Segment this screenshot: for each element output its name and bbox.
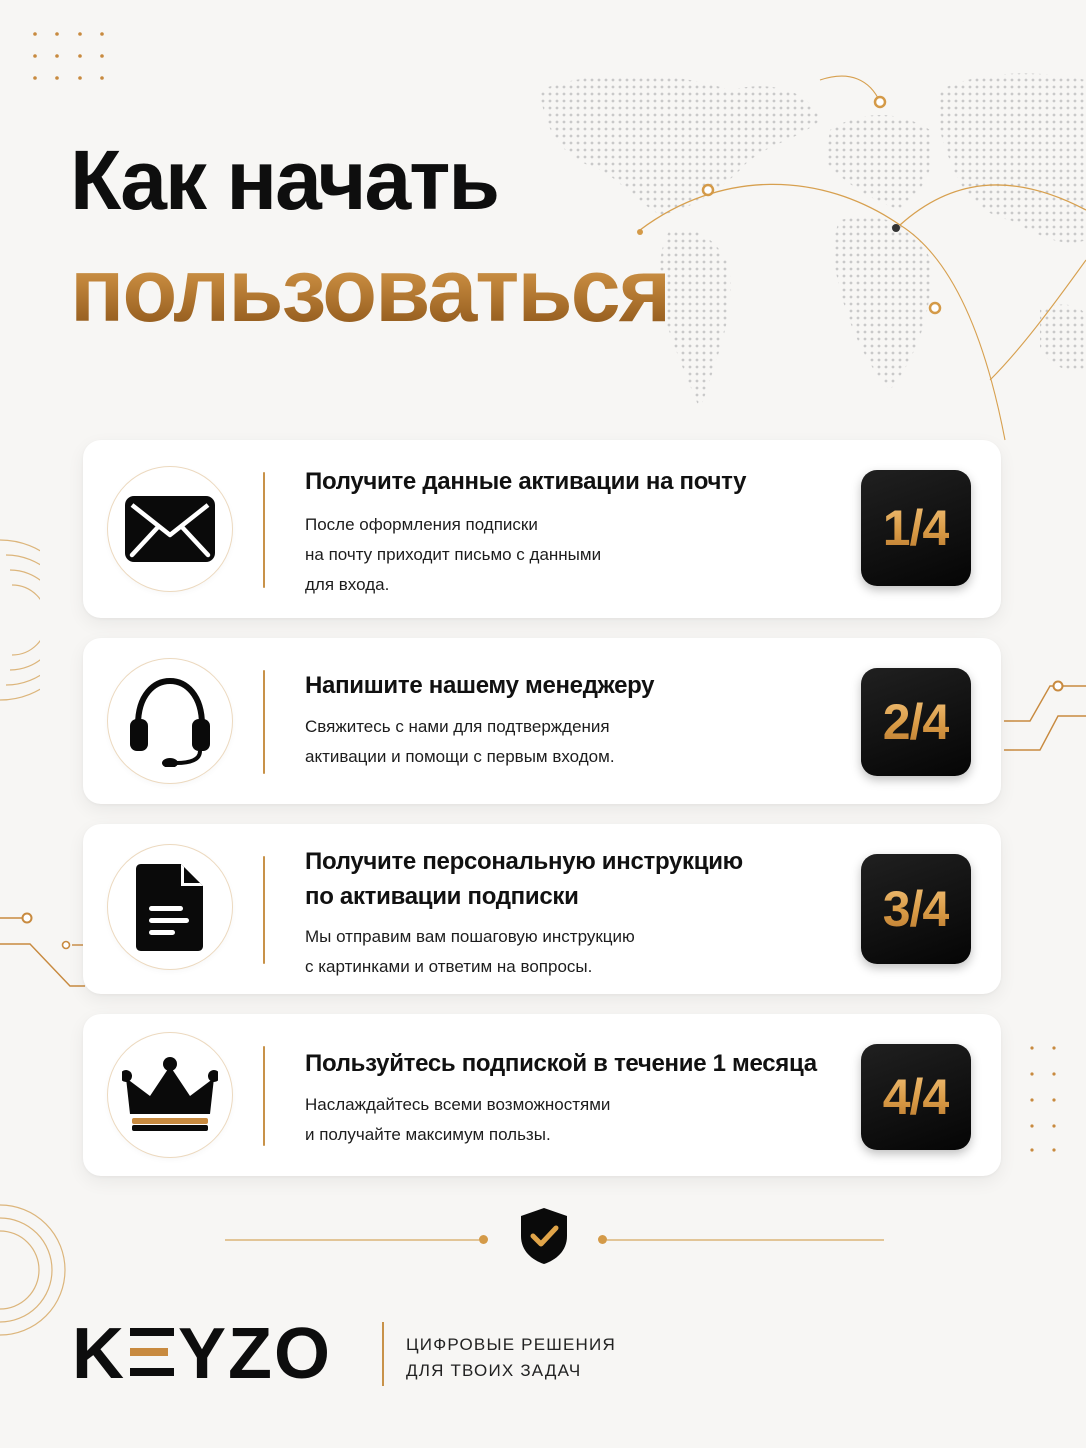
headline-line1: Как начать [70, 133, 499, 227]
separator-line-right [607, 1239, 884, 1241]
step-badge-label: 4/4 [882, 1069, 950, 1125]
divider-line [263, 1046, 265, 1146]
step-badge-label: 2/4 [882, 694, 950, 750]
circuit-decoration [1000, 676, 1086, 756]
step-card-4 [83, 1014, 1001, 1176]
step-description [305, 922, 635, 982]
step-icon-circle [107, 466, 233, 592]
step-title: Пользуйтесь подпиской в течение 1 месяца [305, 1050, 817, 1077]
step-card-3 [83, 824, 1001, 994]
divider-line [263, 856, 265, 964]
step-card-1 [83, 440, 1001, 618]
tagline-line: ДЛЯ ТВОИХ ЗАДАЧ [406, 1361, 582, 1380]
step-title: Получите данные активации на почту [305, 468, 747, 495]
logo-letters-yzo: YZO [178, 1314, 333, 1394]
dot-grid-decoration [30, 30, 110, 82]
step-badge [861, 854, 971, 964]
step-icon-circle [107, 658, 233, 784]
step-card-2 [83, 638, 1001, 804]
headline [70, 133, 670, 341]
circuit-decoration [0, 900, 85, 995]
dot-grid-decoration [1024, 1044, 1064, 1154]
keyzo-logo [72, 1314, 333, 1394]
step-icon-circle [107, 1032, 233, 1158]
divider-line [263, 670, 265, 774]
step-title-line: Получите персональную инструкцию [305, 848, 743, 875]
envelope-icon [124, 495, 216, 563]
step-badge [861, 470, 971, 586]
logo-letter-k: K [72, 1314, 126, 1394]
separator-line-left [225, 1239, 479, 1241]
step-badge-label: 3/4 [882, 881, 950, 937]
step-desc-line: и получайте максимум пользы. [305, 1125, 551, 1144]
step-description [305, 712, 615, 772]
divider-line [263, 472, 265, 588]
step-badge [861, 668, 971, 776]
step-icon-circle [107, 844, 233, 970]
crown-icon [122, 1056, 218, 1134]
arc-decoration [0, 520, 40, 720]
shield-check-icon [518, 1206, 570, 1266]
step-desc-line: для входа. [305, 575, 390, 594]
logo-divider [382, 1322, 384, 1386]
step-desc-line: После оформления подписки [305, 515, 538, 534]
step-title-line: по активации подписки [305, 883, 579, 910]
step-desc-line: Наслаждайтесь всеми возможностями [305, 1095, 611, 1114]
step-desc-line: Мы отправим вам пошаговую инструкцию [305, 927, 635, 946]
step-title: Напишите нашему менеджеру [305, 672, 655, 699]
document-icon [135, 862, 205, 952]
step-title [305, 844, 743, 914]
headset-icon [124, 675, 216, 767]
step-description [305, 510, 601, 600]
tagline-line: ЦИФРОВЫЕ РЕШЕНИЯ [406, 1335, 616, 1354]
step-badge-label: 1/4 [882, 500, 950, 556]
tagline [406, 1332, 616, 1384]
step-description [305, 1090, 610, 1150]
logo-e-mark [130, 1324, 174, 1380]
separator-dot [479, 1235, 488, 1244]
step-desc-line: на почту приходит письмо с данными [305, 545, 602, 564]
headline-line2: пользоваться [70, 241, 670, 341]
arc-decoration [0, 1200, 70, 1340]
step-badge [861, 1044, 971, 1150]
separator-dot [598, 1235, 607, 1244]
step-desc-line: активации и помощи с первым входом. [305, 747, 615, 766]
step-desc-line: Свяжитесь с нами для подтверждения [305, 717, 610, 736]
step-desc-line: с картинками и ответим на вопросы. [305, 957, 593, 976]
